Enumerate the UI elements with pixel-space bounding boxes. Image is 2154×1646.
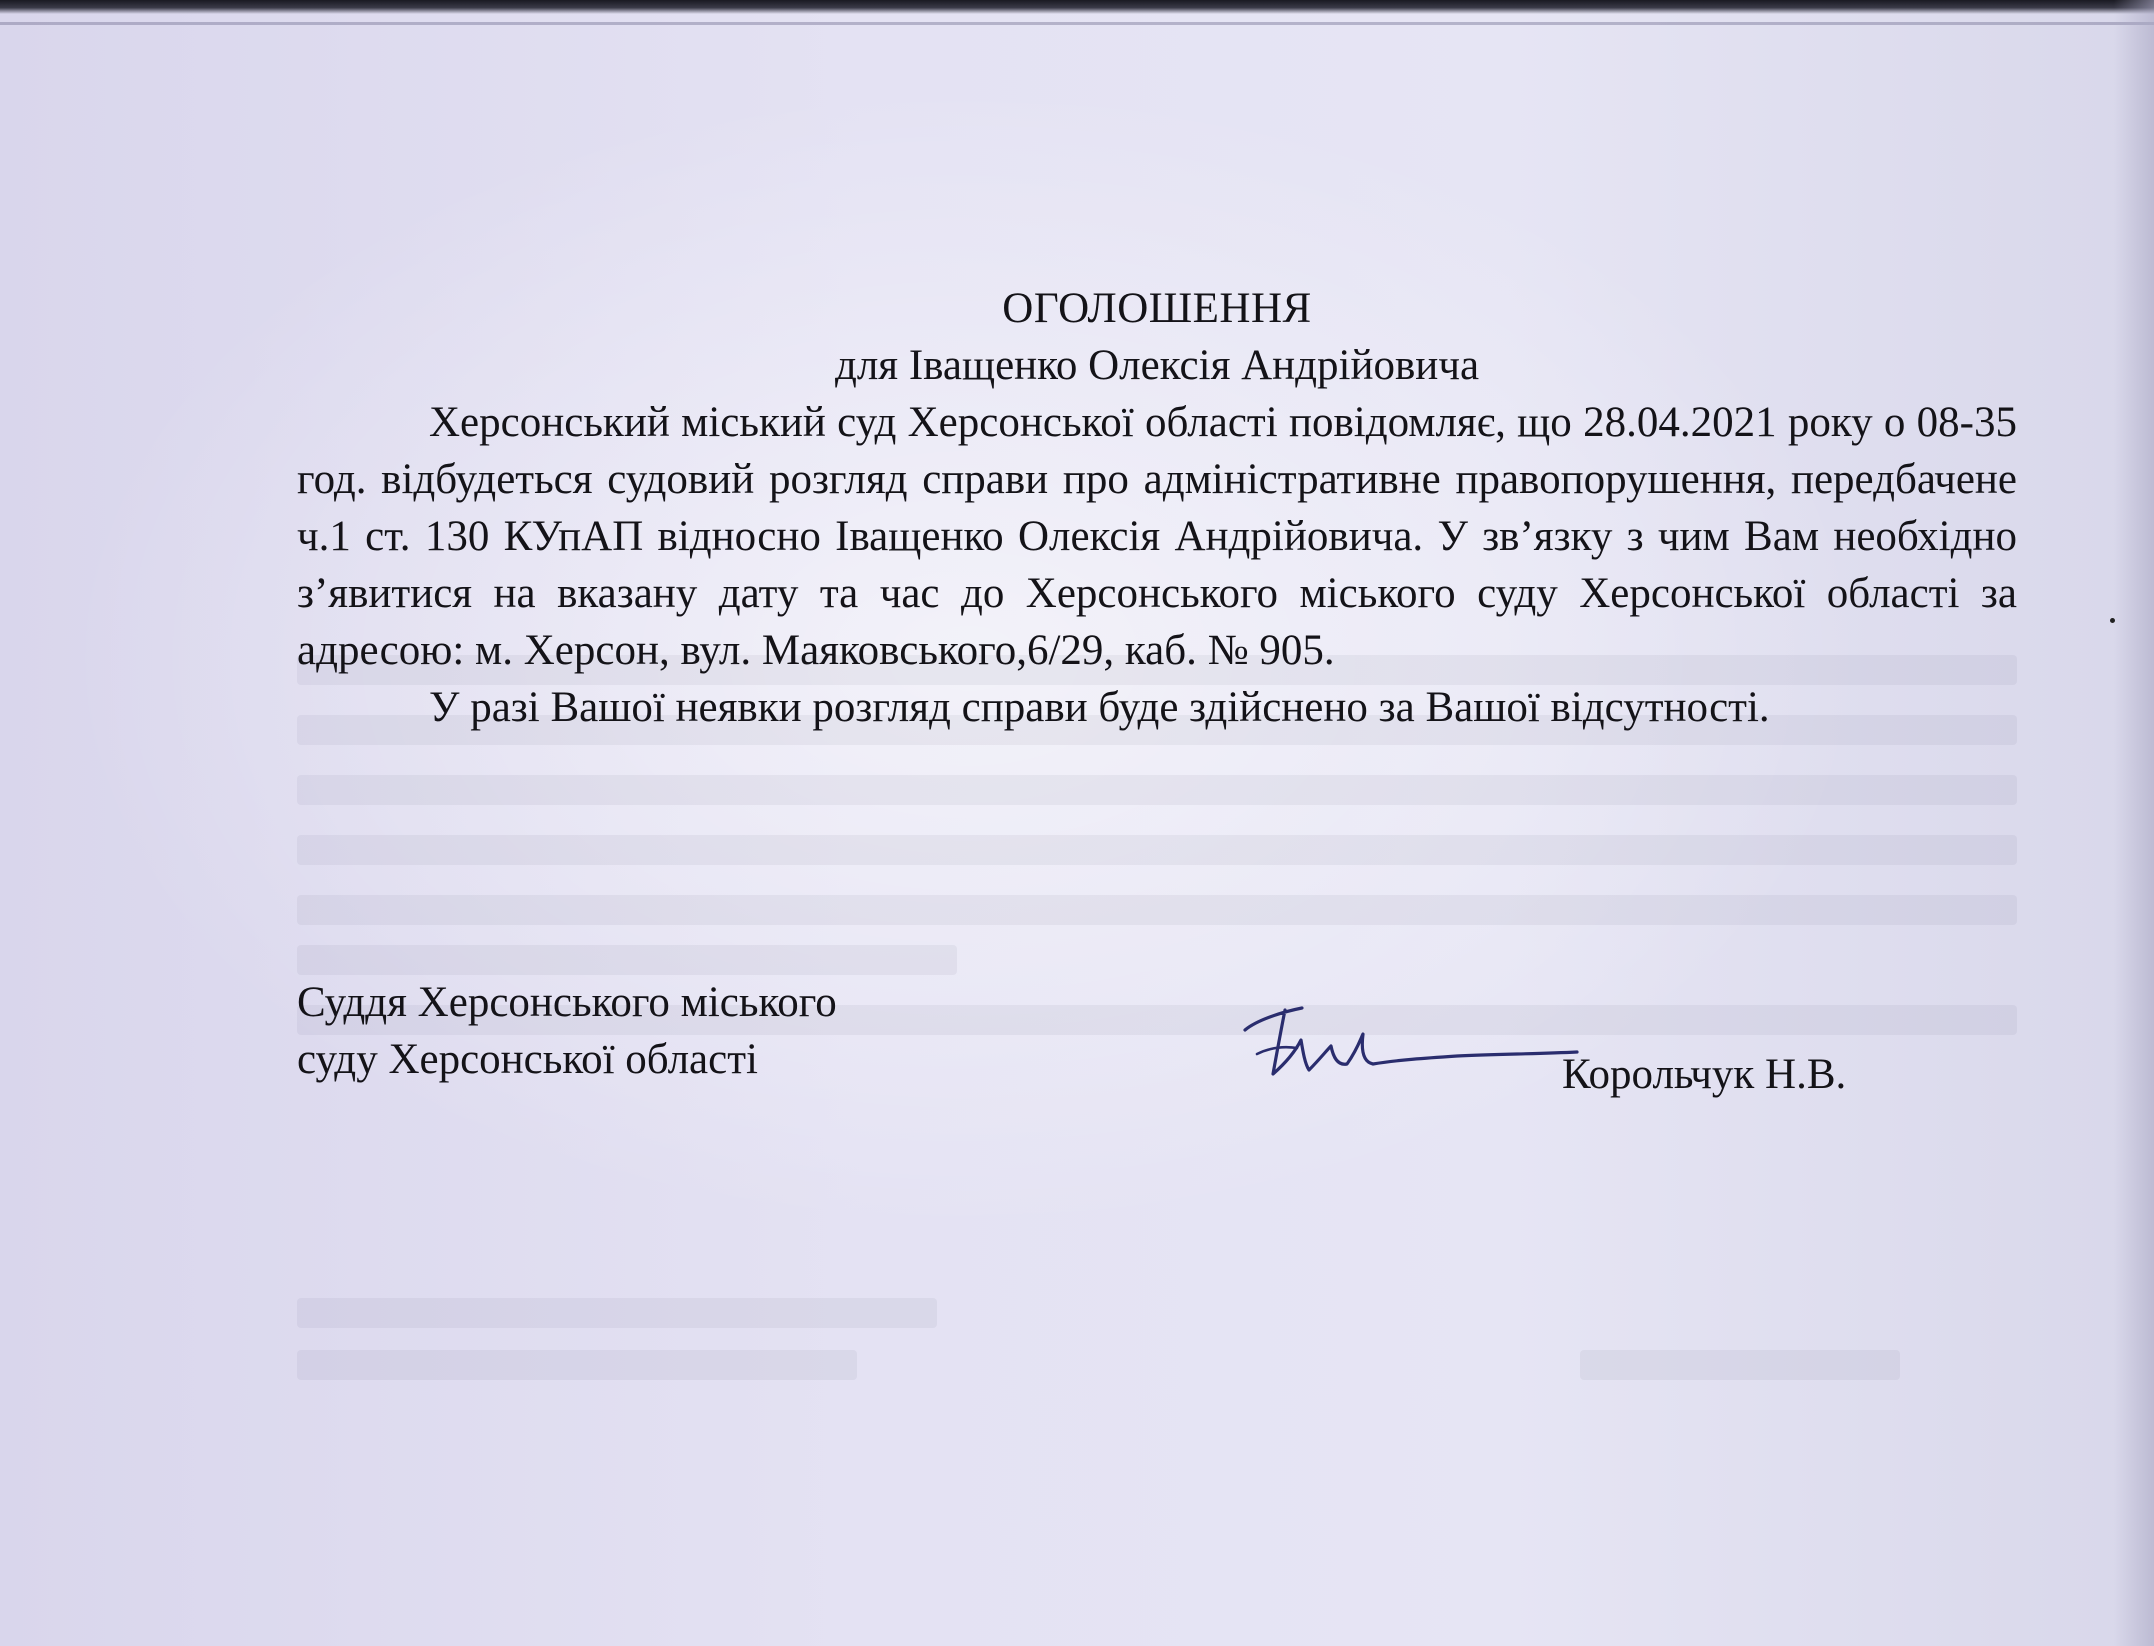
page-right-shadow: [2114, 0, 2154, 1646]
show-through-line: [297, 895, 2017, 925]
show-through-line: [297, 835, 2017, 865]
show-through-line: [1580, 1350, 1900, 1380]
judge-position-line-1: Суддя Херсонського міського: [297, 979, 837, 1026]
show-through-line: [297, 1298, 937, 1328]
stray-dot: [2110, 618, 2115, 623]
show-through-line: [297, 945, 957, 975]
paragraph-absence-warning: У разі Вашої неявки розгляд справи буде здійснено за Вашої відсутності.: [429, 684, 1770, 731]
show-through-line: [297, 1350, 857, 1380]
judge-name: Корольчук Н.В.: [1562, 1051, 1847, 1098]
judge-position-line-2: суду Херсонської області: [297, 1036, 758, 1083]
signature-block: [297, 974, 2017, 1114]
page-top-edge: [0, 0, 2154, 14]
announcement-body: [297, 280, 2017, 736]
page-fold-line: [0, 22, 2154, 25]
recipient-line: для Іващенко Олексія Андрійовича: [834, 342, 1480, 389]
show-through-line: [297, 775, 2017, 805]
paragraph-hearing-notice: Херсонський міський суд Херсонської області повідомляє, що 28.04.2021 року о 08-35 год. відбудеться судовий розгляд справи про адміністративне правопорушення, передбачене ч.1 ст. 130 КУпАП відносно Іващенко Олексія Андрійовича. У зв’язку з чим Вам необхідно з’явитися на вказану дату та час до Херсонського міського суду Херсонської області за адресою: м. Херсон, вул. Маяковського,6/29, каб. № 905.: [297, 399, 2017, 674]
document-title: ОГОЛОШЕННЯ: [1002, 285, 1312, 332]
judge-position: [297, 974, 837, 1088]
